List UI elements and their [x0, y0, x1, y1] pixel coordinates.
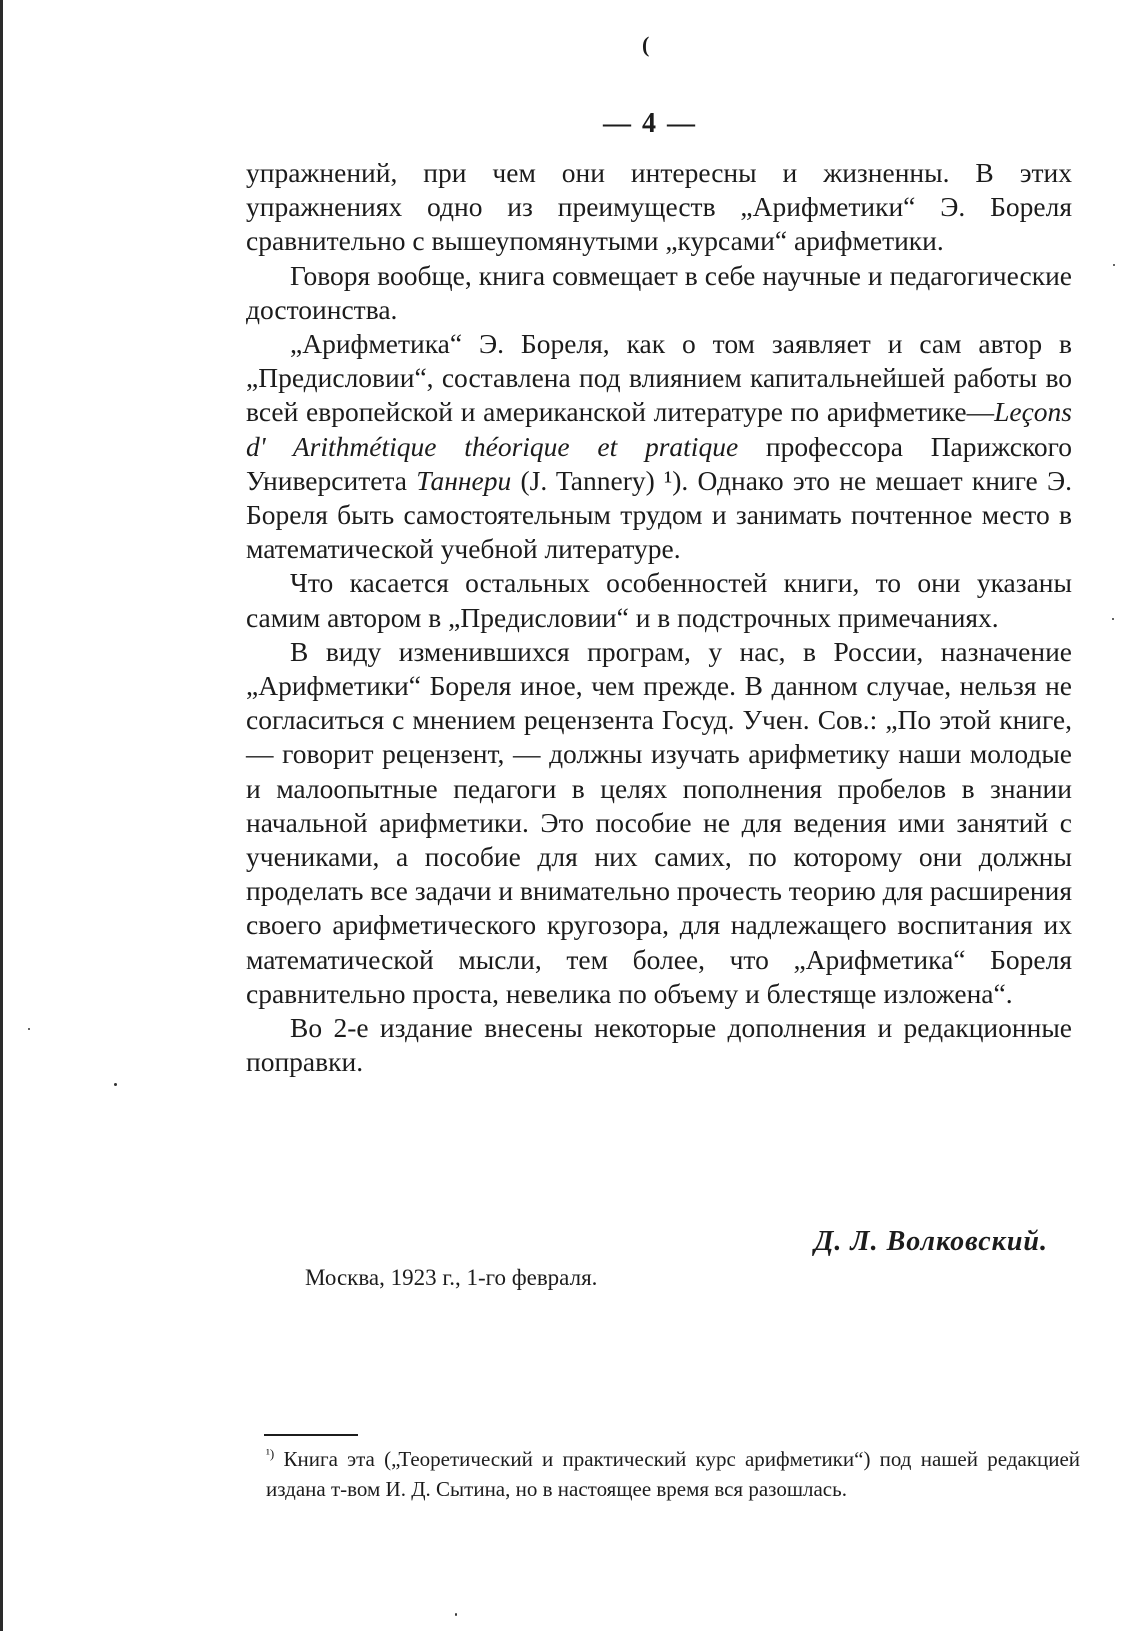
speck [455, 1613, 457, 1616]
italic-text: Leçons d' Arithmétique théorique et pratique [246, 396, 1072, 462]
footnote-marker: ¹) [266, 1446, 275, 1461]
paragraph [246, 156, 1072, 259]
footnote-rule [264, 1434, 358, 1436]
paragraph [246, 566, 1072, 634]
speck [1113, 264, 1115, 266]
paragraph [246, 635, 1072, 1011]
footnote-text: Книга эта („Теоретический и практический курс арифметики“) под нашей редакцией издана т-вом И. Д. Сытина, но в настоящее время вся разошлась. [266, 1447, 1081, 1501]
page-number: — 4 — [603, 108, 697, 139]
paragraph [246, 259, 1072, 327]
text-run: Что касается остальных особенностей книги, то они указаны самим автором в „Предисловии“ и в подстрочных примечаниях. [246, 567, 1072, 633]
speck [28, 1028, 30, 1030]
speck [1112, 618, 1114, 620]
dateline: Москва, 1923 г., 1-го февраля. [305, 1265, 598, 1290]
paragraph [246, 327, 1072, 566]
signature: Д. Л. Волковский. [814, 1226, 1048, 1257]
body-text [246, 156, 1072, 1079]
scan-edge [0, 0, 3, 1631]
text-run: (J. Tannery) ¹). Однако это не мешает книге Э. Бореля быть самостоятельным трудом и занимать почтенное место в математической учебной литературе. [246, 464, 1072, 565]
italic-text: Таннери [416, 464, 512, 496]
text-run: Во 2-е издание внесены некоторые дополнения и редакционные поправки. [246, 1012, 1072, 1078]
top-mark: ( [642, 32, 650, 57]
text-run: упражнений, при чем они интересны и жизненны. В этих упражнениях одно из преимуществ „Арифметики“ Э. Бореля сравнительно с вышеупомянутыми „курсами“ арифметики. [246, 157, 1072, 257]
text-run: Говоря вообще, книга совмещает в себе научные и педагогические достоинства. [246, 259, 1072, 325]
text-run: „Арифметика“ Э. Бореля, как о том заявляет и сам автор в „Предисловии“, составлена под влиянием капитальнейшей работы во всей европейской и американской литературе по арифметике— [246, 328, 1072, 428]
text-run: профессора Парижского Университета [246, 430, 1072, 496]
footnote [266, 1444, 1080, 1504]
speck [114, 1083, 117, 1086]
text-run: В виду изменившихся програм, у нас, в России, назначение „Арифметики“ Бореля иное, чем прежде. В данном случае, нельзя не согласиться с мнением рецензента Госуд. Учен. Сов.: „По этой книге, — говорит рецензент, — должны изучать арифметику наши молодые и малоопытные педагоги в целях пополнения пробелов в знании начальной арифметики. Это пособие не для ведения ими занятий с учениками, а пособие для них самих, по которому они должны проделать все задачи и внимательно прочесть теорию для расширения своего арифметического кругозора, для надлежащего воспитания их математической мысли, тем более, что „Арифметика“ Бореля сравнительно проста, невелика по объему и блестяще изложена“. [246, 635, 1072, 1009]
paragraph [246, 1011, 1072, 1079]
